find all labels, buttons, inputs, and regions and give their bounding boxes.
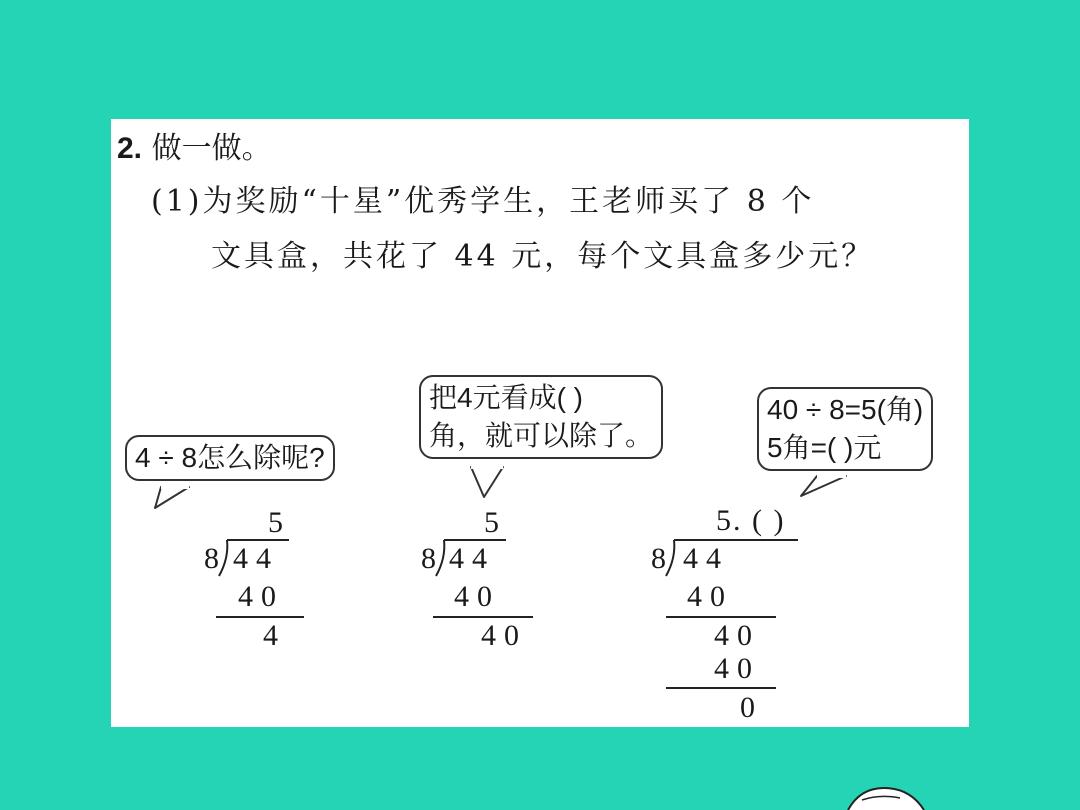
- division-1-vinculum: [227, 539, 289, 541]
- division-2-quotient: 5: [484, 506, 507, 539]
- bubble-right-line-2: 5角=( )元: [767, 432, 882, 463]
- division-3-remainder-2: 0: [740, 691, 763, 724]
- division-1-product: 40: [238, 580, 284, 613]
- bubble-right-line-1: 40 ÷ 8=5(角): [767, 394, 924, 425]
- division-2-product: 40: [454, 580, 500, 613]
- speech-bubble-left: [125, 435, 335, 481]
- division-3-vinculum: [674, 539, 798, 541]
- worksheet-card: [111, 119, 969, 727]
- bubble-left-text: 4 ÷ 8怎么除呢?: [135, 442, 325, 473]
- cartoon-head-partial: [840, 786, 940, 810]
- question-number: 2.: [117, 132, 143, 165]
- division-3-product-1: 40: [687, 580, 733, 613]
- division-2-vinculum: [444, 539, 506, 541]
- part-label: (1): [151, 184, 203, 219]
- division-3-product-2: 40: [714, 652, 760, 685]
- problem-line-2: 文具盒，共花了 44 元，每个文具盒多少元？: [211, 239, 875, 274]
- speech-bubble-right: [757, 387, 933, 471]
- division-1-bracket: [217, 538, 231, 578]
- division-1-remainder: 4: [263, 619, 286, 652]
- division-2-bracket: [434, 538, 448, 578]
- division-3-rule-2: [666, 687, 776, 689]
- division-3-dividend: 44: [683, 542, 729, 575]
- division-3-remainder-1: 40: [714, 619, 760, 652]
- division-2-dividend: 44: [449, 542, 495, 575]
- division-3-divisor: 8: [651, 542, 666, 575]
- speech-bubble-middle: [419, 375, 663, 459]
- bubble-middle-line-2: 角，就可以除了。: [429, 420, 654, 451]
- division-3-quotient: 5. ( ): [716, 504, 786, 537]
- question-title: 做一做。: [151, 131, 272, 166]
- division-1-quotient: 5: [268, 506, 291, 539]
- bubble-middle-line-1: 把4元看成( ): [429, 382, 584, 413]
- division-3-rule-1: [666, 616, 776, 618]
- division-1-dividend: 44: [233, 542, 279, 575]
- division-2-remainder: 40: [481, 619, 527, 652]
- problem-text-1: 为奖励“十星”优秀学生，王老师买了 8 个: [202, 184, 815, 219]
- division-1-divisor: 8: [204, 542, 219, 575]
- division-2-divisor: 8: [421, 542, 436, 575]
- division-3-bracket: [664, 538, 678, 578]
- division-1-rule: [216, 616, 304, 618]
- division-2-rule: [433, 616, 533, 618]
